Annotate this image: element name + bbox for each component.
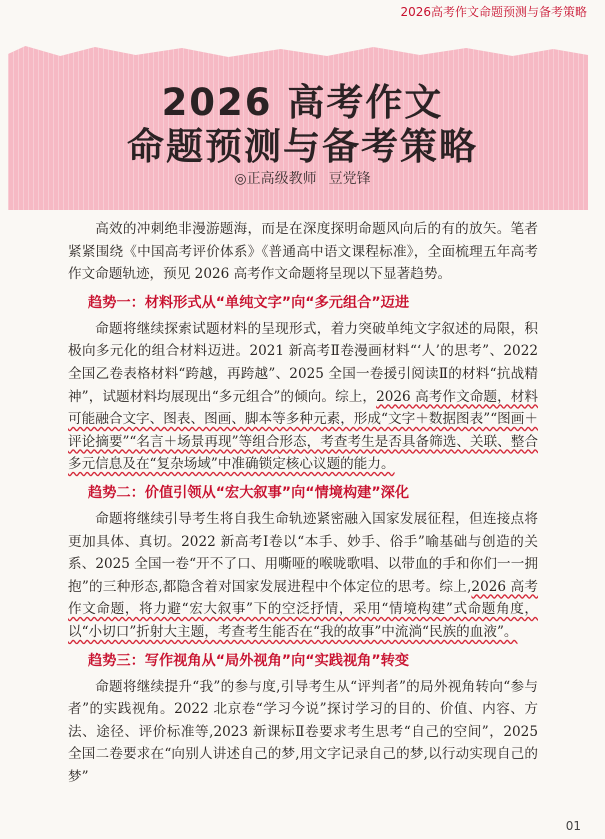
trend1-paragraph — [68, 318, 538, 476]
page-number: 01 — [565, 819, 581, 833]
trend2-heading: 趋势二：价值引领从“宏大叙事”向“情境构建”深化 — [88, 484, 410, 501]
author-name: 豆党锋 — [328, 171, 371, 187]
byline — [0, 168, 605, 188]
trend2-highlight: 2026 高考作文命题，将力避“宏大叙事”下的空泛抒情，采用“情境构建”式命题角度，以“小切口”折射大主题，考查考生能否在“我的故事”中流淌“民族的血液”。 — [68, 578, 539, 640]
trend1-text: 命题将继续探索试题材料的呈现形式，着力突破单纯文字叙述的局限，积极向多元化的组合材料迈进。2021 新高考Ⅱ卷漫画材料“‘人’的思考”、2022 全国乙卷表格材料“跨越，再跨越”、2025 全国一卷援引阅读Ⅱ的材料“抗战精神”，试题材料均展现出“多元组合”的倾向。综上， — [68, 320, 538, 405]
trend3-paragraph: 命题将继续提升“我”的参与度,引导考生从“评判者”的局外视角转向“参与者”的实践视角。2022 北京卷“学习今说”探讨学习的目的、价值、内容、方法、途径、评价标准等,2023 新课标Ⅱ卷要求考生思考“自己的空间”，2025 全国二卷要求在“向别人讲述自己的梦,用文字记录自己的梦,以行动实现自己的梦” — [68, 678, 538, 785]
trend3-heading: 趋势三：写作视角从“局外视角”向“实践视角”转变 — [88, 652, 410, 669]
page-title-line1: 2026 高考作文 — [161, 81, 444, 124]
running-head: 2026高考作文命题预测与备考策略 — [400, 5, 587, 19]
trend2-paragraph — [68, 508, 538, 644]
article-body — [68, 218, 538, 788]
trend2-text: 命题将继续引导考生将自我生命轨迹紧密融入国家发展征程，但连接点将更加具体、真切。2022 新高考Ⅰ卷以“本手、妙手、俗手”喻基础与创造的关系、2025 全国一卷“开不了口、用嘶哑的喉咙歌唱、以带血的手和你们一一拥抱”的三种形态,都隐含着对国家发展进程中个体定位的思考。综上, — [68, 510, 538, 595]
page-title-line2: 命题预测与备考策略 — [127, 125, 478, 168]
trend1-highlight: 2026 高考作文命题，材料可能融合文字、图表、图画、脚本等多种元素，形成“文字＋数据图表”“图画＋评论摘要”“名言＋场景再现”等组合形态，考查考生是否具备筛选、关联、整合多元信息及在“复杂场域”中准确锁定核心议题的能力。 — [68, 388, 538, 473]
intro-paragraph: 高效的冲刺绝非漫游题海，而是在深度探明命题风向后的有的放矢。笔者紧紧围绕《中国高考评价体系》《普通高中语文课程标准》，全面梳理五年高考作文命题轨迹，预见 2026 高考作文命题将呈现以下显著趋势。 — [68, 221, 538, 283]
author-role: ◎正高级教师 — [234, 171, 317, 187]
trend1-heading: 趋势一：材料形式从“单纯文字”向“多元组合”迈进 — [88, 294, 410, 311]
